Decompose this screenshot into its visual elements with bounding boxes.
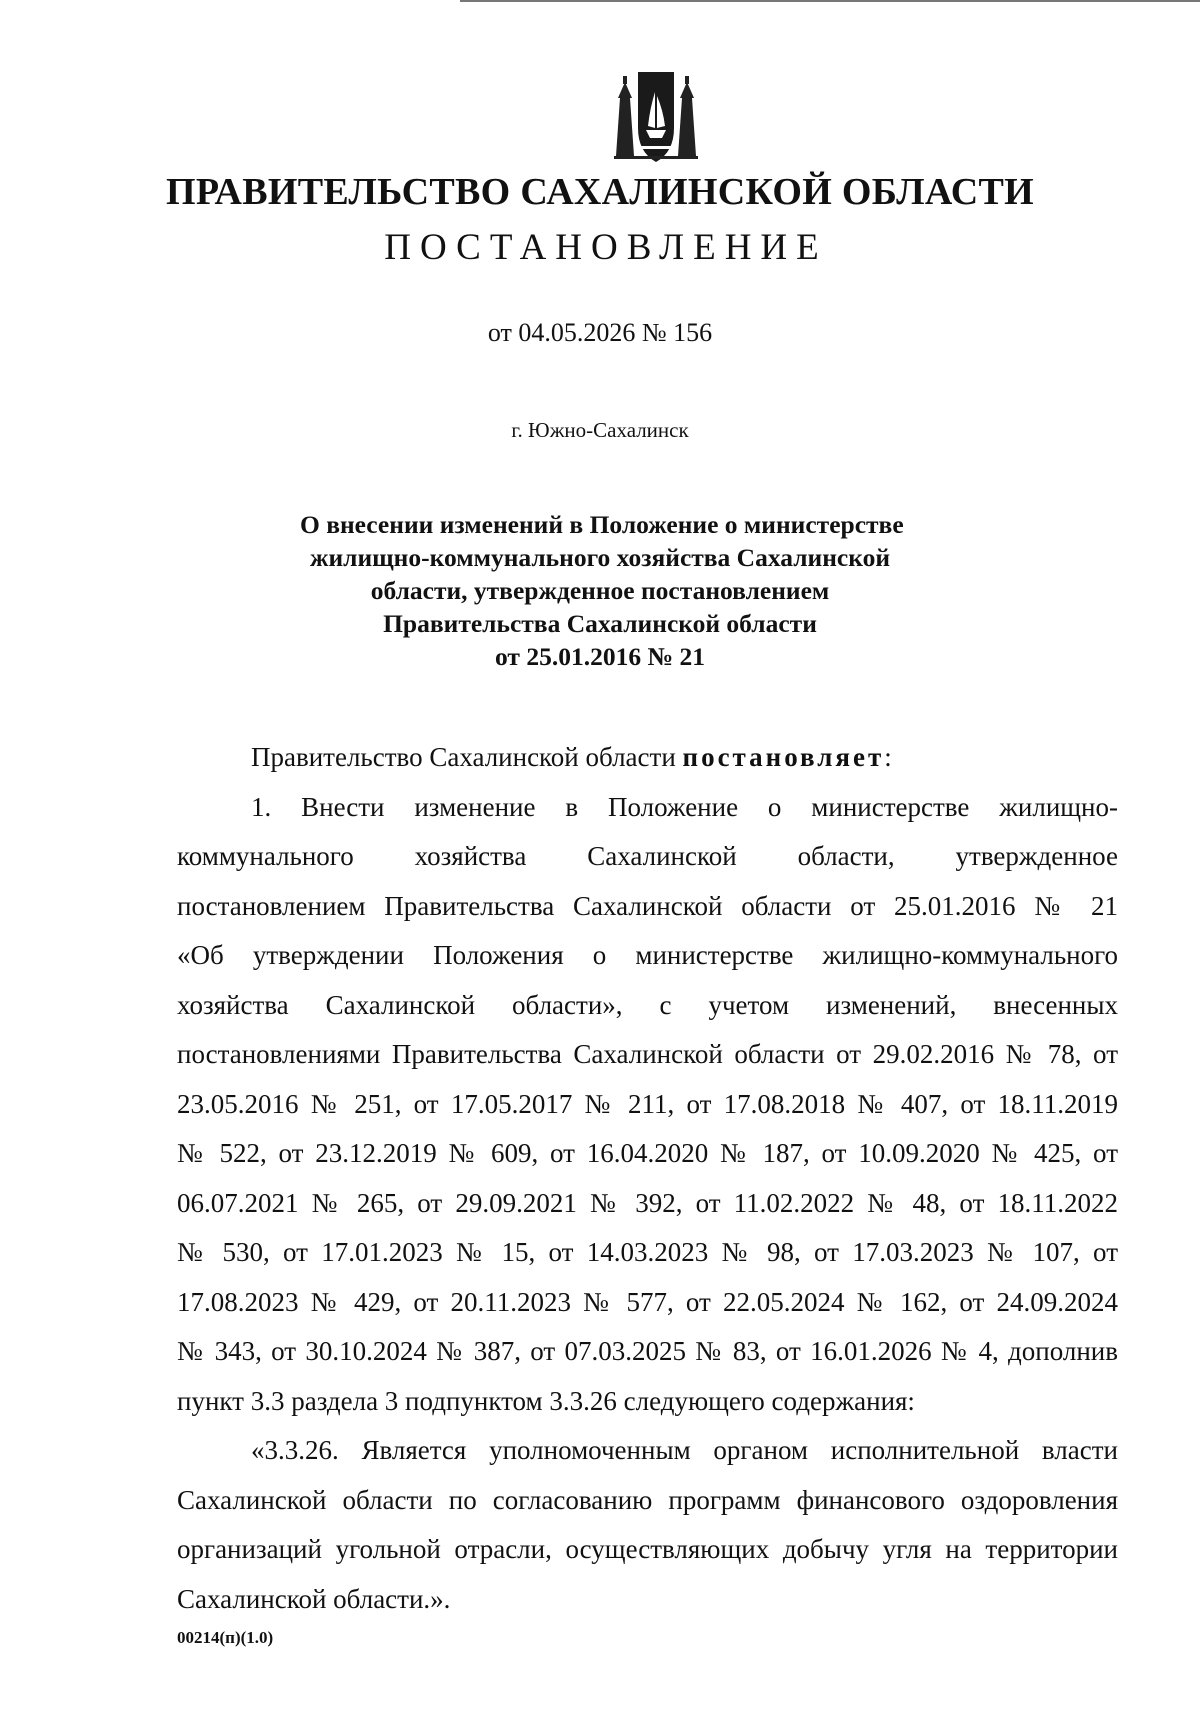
body-line: 06.07.2021 № 265, от 29.09.2021 № 392, от 11.02.2022 № 48, от 18.11.2022 [177,1187,1118,1218]
subject-line: жилищно-коммунального хозяйства Сахалинской [309,543,891,572]
body-line: 1. Внести изменение в Положение о министерстве жилищно- [251,791,1118,822]
preamble-keyword: постановляет [682,742,885,772]
document-subject [300,508,904,673]
body-line: хозяйства Сахалинской области», с учетом изменений, внесенных [177,989,1118,1020]
body-line: № 522, от 23.12.2019 № 609, от 16.04.2020 № 187, от 10.09.2020 № 425, от [177,1138,1118,1168]
subject-line: О внесении изменений в Положение о министерстве [300,510,904,539]
body-line: «Об утверждении Положения о министерстве жилищно-коммунального [177,940,1118,970]
document-date-number: от 04.05.2026 № 156 [487,318,713,347]
subject-line: Правительства Сахалинской области [383,609,817,638]
preamble-colon: : [884,742,892,772]
body-line: 17.08.2023 № 429, от 20.11.2023 № 577, от 22.05.2024 № 162, от 24.09.2024 [177,1286,1118,1317]
document-code: 00214(п)(1.0) [177,1628,274,1647]
top-border-line [460,0,1200,2]
body-line: «3.3.26. Является уполномоченным органом исполнительной власти [251,1435,1118,1465]
subject-line: области, утвержденное постановлением [370,576,830,605]
body-line: Сахалинской области.». [177,1583,451,1614]
subject-line: от 25.01.2016 № 21 [495,642,705,671]
preamble [177,733,1118,783]
preamble-text: Правительство Сахалинской области [251,742,683,772]
body-line: № 343, от 30.10.2024 № 387, от 07.03.2025 № 83, от 16.01.2026 № 4, дополнив [177,1336,1118,1366]
body-line: постановлениями Правительства Сахалинской области от 29.02.2016 № 78, от [177,1039,1118,1069]
body-line: 23.05.2016 № 251, от 17.05.2017 № 211, от 17.08.2018 № 407, от 18.11.2019 [177,1088,1118,1119]
document-type: ПОСТАНОВЛЕНИЕ [384,227,828,268]
document-city: г. Южно-Сахалинск [511,418,689,442]
body-line: № 530, от 17.01.2023 № 15, от 14.03.2023 № 98, от 17.03.2023 № 107, от [177,1237,1118,1267]
body-line: пункт 3.3 раздела 3 подпунктом 3.3.26 следующего содержания: [177,1385,915,1416]
body-line: организаций угольной отрасли, осуществляющих добычу угля на территории [177,1534,1118,1564]
body-line: коммунального хозяйства Сахалинской области, утвержденное [177,841,1118,871]
document-body [177,733,1118,1624]
government-title: ПРАВИТЕЛЬСТВО САХАЛИНСКОЙ ОБЛАСТИ [166,171,1034,213]
sakhalin-coat-of-arms-emblem [608,68,704,168]
body-line: Сахалинской области по согласованию программ финансового оздоровления [177,1484,1118,1515]
body-line: постановлением Правительства Сахалинской области от 25.01.2016 № 21 [177,890,1118,921]
